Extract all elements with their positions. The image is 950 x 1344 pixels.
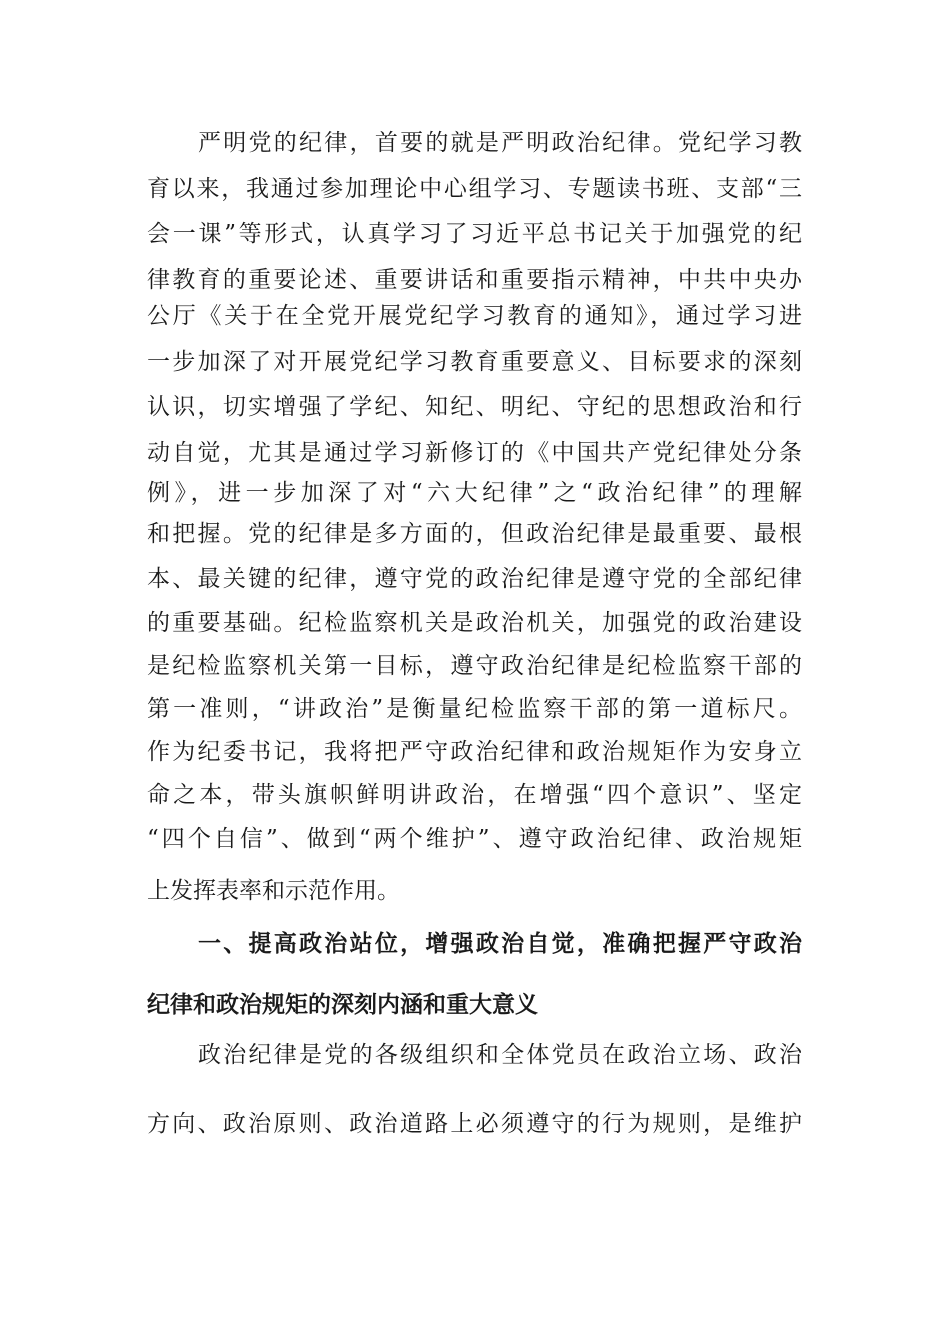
paragraph-1-line: “四个自信”、做到“两个维护”、遵守政治纪律、政治规矩 <box>147 826 802 852</box>
paragraph-1-line: 命之本，带头旗帜鲜明讲政治，在增强“四个意识”、坚定 <box>147 782 802 808</box>
paragraph-2-line: 政治纪律是党的各级组织和全体党员在政治立场、政治 <box>198 1042 802 1068</box>
paragraph-1-line: 会一课”等形式，认真学习了习近平总书记关于加强党的纪 <box>147 221 802 247</box>
paragraph-1-line: 严明党的纪律，首要的就是严明政治纪律。党纪学习教 <box>198 130 802 156</box>
paragraph-1-line: 是纪检监察机关第一目标，遵守政治纪律是纪检监察干部的 <box>147 653 802 679</box>
section-heading-line: 一、提高政治站位，增强政治自觉，准确把握严守政治 <box>198 931 802 957</box>
paragraph-1-line: 和把握。党的纪律是多方面的，但政治纪律是最重要、最根 <box>147 521 802 547</box>
paragraph-1-line: 本、最关键的纪律，遵守党的政治纪律是遵守党的全部纪律 <box>147 566 802 592</box>
paragraph-1-line: 第一准则，“讲政治”是衡量纪检监察干部的第一道标尺。 <box>147 696 802 722</box>
paragraph-1-line: 一步加深了对开展党纪学习教育重要意义、目标要求的深刻 <box>147 349 802 375</box>
paragraph-1-line: 认识，切实增强了学纪、知纪、明纪、守纪的思想政治和行 <box>147 394 802 420</box>
paragraph-1-line: 的重要基础。纪检监察机关是政治机关，加强党的政治建设 <box>147 610 802 636</box>
section-heading-line: 纪律和政治规矩的深刻内涵和重大意义 <box>147 992 538 1018</box>
paragraph-1-line: 作为纪委书记，我将把严守政治纪律和政治规矩作为安身立 <box>147 739 802 765</box>
paragraph-1-line: 动自觉，尤其是通过学习新修订的《中国共产党纪律处分条 <box>147 440 802 466</box>
paragraph-2-line: 方向、政治原则、政治道路上必须遵守的行为规则，是维护 <box>147 1111 802 1137</box>
paragraph-1-line: 律教育的重要论述、重要讲话和重要指示精神，中共中央办 <box>147 267 802 293</box>
paragraph-1-line: 公厅《关于在全党开展党纪学习教育的通知》，通过学习进 <box>147 303 802 329</box>
paragraph-1-line: 育以来，我通过参加理论中心组学习、专题读书班、支部“三 <box>147 176 802 202</box>
paragraph-1-line: 上发挥表率和示范作用。 <box>147 878 400 904</box>
paragraph-1-line: 例》，进一步加深了对“六大纪律”之“政治纪律”的理解 <box>147 480 802 506</box>
